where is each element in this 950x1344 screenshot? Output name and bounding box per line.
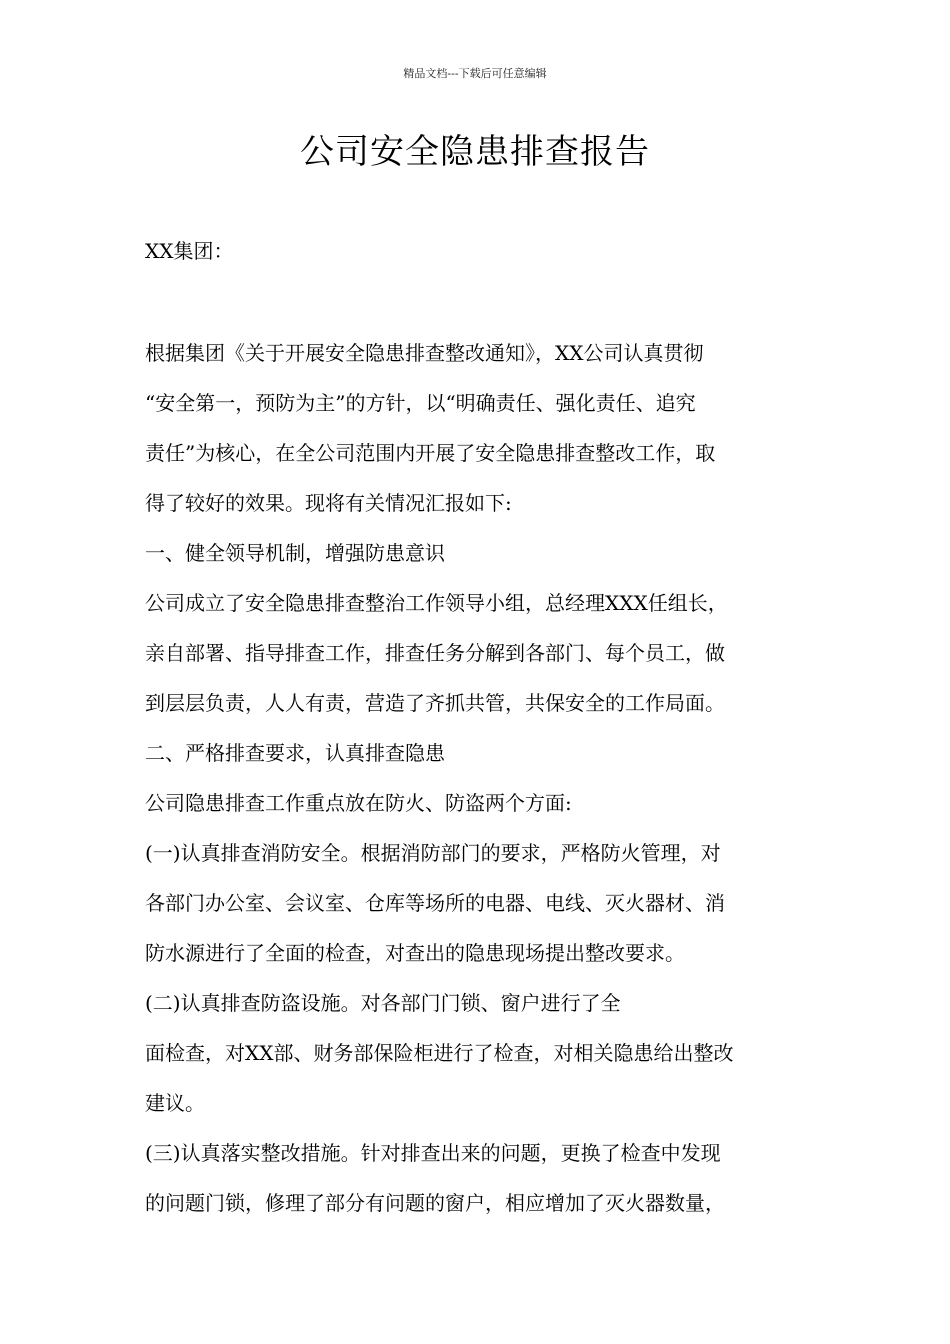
- text-line: 责任”为核心，在全公司范围内开展了安全隐患排查整改工作，取: [145, 441, 716, 465]
- text-line: (二)认真排查防盗设施。对各部门门锁、窗户进行了全: [145, 991, 621, 1015]
- text-line: 到层层负责，人人有责，营造了齐抓共管，共保安全的工作局面。: [145, 691, 725, 715]
- text-line: 得了较好的效果。现将有关情况汇报如下:: [145, 491, 512, 515]
- text-line: 建议。: [145, 1091, 205, 1115]
- text-line: 面检查，对XX部、财务部保险柜进行了检查，对相关隐患给出整改: [145, 1041, 734, 1065]
- text-line: 防水源进行了全面的检查，对查出的隐患现场提出整改要求。: [145, 941, 685, 965]
- text-line: “安全第一，预防为主”的方针，以“明确责任、强化责任、追究: [145, 391, 696, 415]
- document-title: 公司安全隐患排查报告: [300, 132, 650, 172]
- section-heading: 二、严格排查要求，认真排查隐患: [145, 741, 445, 765]
- salutation: XX集团：: [145, 239, 234, 263]
- text-line: 亲自部署、指导排查工作，排查任务分解到各部门、每个员工，做: [145, 641, 725, 665]
- header-note: 精品文档---下载后可任意编辑: [403, 67, 547, 80]
- text-line: 的问题门锁，修理了部分有问题的窗户，相应增加了灭火器数量，: [145, 1191, 725, 1215]
- section-heading: 一、健全领导机制，增强防患意识: [145, 541, 445, 565]
- text-line: (三)认真落实整改措施。针对排查出来的问题，更换了检查中发现: [145, 1141, 721, 1165]
- text-line: 公司隐患排查工作重点放在防火、防盗两个方面:: [145, 791, 572, 815]
- text-line: 公司成立了安全隐患排查整治工作领导小组，总经理XXX任组长，: [145, 591, 728, 615]
- text-line: 根据集团《关于开展安全隐患排查整改通知》，XX公司认真贯彻: [145, 341, 704, 365]
- body-text: [145, 335, 810, 1235]
- text-line: (一)认真排查消防安全。根据消防部门的要求，严格防火管理，对: [145, 841, 721, 865]
- text-line: 各部门办公室、会议室、仓库等场所的电器、电线、灭火器材、消: [145, 891, 725, 915]
